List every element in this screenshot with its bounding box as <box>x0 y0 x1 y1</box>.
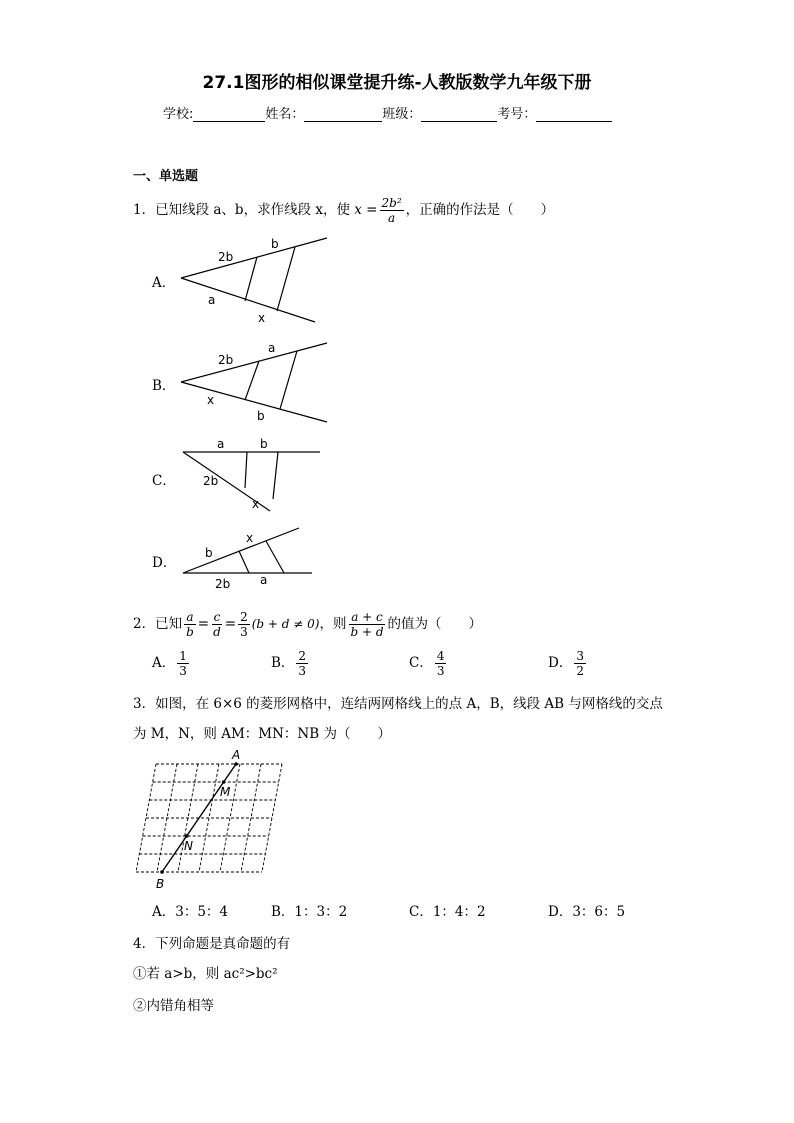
fraction-a-b <box>184 610 196 639</box>
item-text: 若 a>b，则 ac²>bc² <box>146 966 278 982</box>
equals-sign: = <box>224 616 237 632</box>
parallel-line-1 <box>245 452 247 488</box>
formula-denominator: a <box>387 211 396 225</box>
parallel-line-2 <box>273 452 278 499</box>
q1-option-a-figure[interactable] <box>175 232 335 327</box>
q3-option-c[interactable]: C．1：4：2 <box>409 904 486 920</box>
q2-option-c[interactable] <box>409 648 448 678</box>
option-fraction <box>177 649 189 678</box>
numerator: 3 <box>576 649 584 663</box>
point-m <box>222 780 226 784</box>
q1-option-d-figure[interactable] <box>175 522 325 594</box>
label-lower-inner: a <box>208 293 216 307</box>
option-fraction <box>574 649 586 678</box>
label-upper-inner: 2b <box>218 250 234 264</box>
option-fraction <box>296 649 308 678</box>
ray-upper <box>181 238 327 278</box>
numerator: 4 <box>436 649 445 663</box>
parallel-line-1 <box>245 257 257 301</box>
label-upper-outer: b <box>260 437 268 451</box>
class-label: 班级： <box>382 107 422 122</box>
parallel-line-1 <box>239 551 249 573</box>
q2-option-a[interactable] <box>152 648 191 678</box>
question-1-tail: ，正确的作法是（ ） <box>405 202 555 218</box>
label-upper-outer: a <box>268 341 276 355</box>
question-number: 4． <box>133 936 156 952</box>
option-fraction <box>435 649 447 678</box>
item-marker: ① <box>133 966 147 982</box>
label-lower-inner: 2b <box>203 474 219 488</box>
x-equals: x = <box>354 202 378 218</box>
denominator: 3 <box>436 664 445 678</box>
question-number: 2． <box>133 616 156 632</box>
denominator: 3 <box>298 664 307 678</box>
label-upper-inner: a <box>217 437 225 451</box>
numerator: 2 <box>240 610 248 624</box>
equals-sign: = <box>197 616 210 632</box>
label-n: N <box>184 839 193 853</box>
question-number: 3． <box>133 696 156 712</box>
label-lower-inner: x <box>207 393 215 407</box>
label-lower-inner: 2b <box>215 577 231 591</box>
parallel-line-1 <box>245 361 259 400</box>
label-upper-outer: b <box>271 237 279 251</box>
q4-item-2 <box>133 994 214 1014</box>
q1-option-c-label[interactable]: C． <box>152 473 176 489</box>
question-2-text: 已知 <box>155 616 183 632</box>
q2-option-b[interactable] <box>271 648 310 678</box>
q3-option-b[interactable]: B．1：3：2 <box>271 904 348 920</box>
item-text: 内错角相等 <box>146 998 214 1014</box>
parallel-line-2 <box>280 351 297 409</box>
q4-item-1 <box>133 962 278 982</box>
number-blank[interactable] <box>536 107 612 122</box>
question-3-line-1 <box>133 692 663 712</box>
denominator: 3 <box>240 625 248 639</box>
name-label: 姓名： <box>265 107 305 122</box>
point-a <box>234 762 238 766</box>
question-4-text: 下列命题是真命题的有 <box>155 936 291 952</box>
grid-lines <box>136 764 282 872</box>
formula-numerator: 2b² <box>381 196 402 210</box>
name-blank[interactable] <box>304 107 382 122</box>
q1-option-b-label[interactable]: B． <box>152 378 176 394</box>
point-n <box>185 834 189 838</box>
numerator: 1 <box>179 649 187 663</box>
denominator: 2 <box>576 664 584 678</box>
q3-option-a[interactable]: A．3：5：4 <box>152 904 229 920</box>
question-2-stem <box>133 609 482 639</box>
q2-option-d[interactable] <box>548 648 588 678</box>
question-1-text: 已知线段 a、b，求作线段 x，使 <box>155 202 350 218</box>
ray-lower <box>181 382 327 422</box>
option-label: C． <box>409 655 433 671</box>
label-b: B <box>156 877 165 891</box>
denominator: 3 <box>179 664 187 678</box>
label-m: M <box>220 785 231 799</box>
ray-lower <box>181 278 315 322</box>
fraction-c-d <box>211 610 223 639</box>
number-label: 考号： <box>497 107 537 122</box>
condition: (b + d ≠ 0) <box>251 617 320 631</box>
label-lower-outer: x <box>252 497 260 511</box>
numerator: c <box>213 610 221 624</box>
numerator: 2 <box>298 649 307 663</box>
label-a: A <box>232 748 241 762</box>
denominator: b + d <box>350 625 384 639</box>
question-4-stem <box>133 932 290 952</box>
label-upper-inner: b <box>205 546 213 560</box>
ray-upper <box>183 528 299 573</box>
question-3-line-2: 为 M，N，则 AM：MN：NB 为（ ） <box>133 726 391 742</box>
option-label: D． <box>548 655 573 671</box>
formula-fraction <box>380 196 404 225</box>
school-label: 学校: <box>163 107 194 122</box>
q1-option-d-label[interactable]: D． <box>152 555 177 571</box>
option-label: B． <box>271 655 295 671</box>
page-title: 27.1图形的相似课堂提升练-人教版数学九年级下册 <box>202 73 592 93</box>
question-3-text: 如图，在 6×6 的菱形网格中，连结两网格线上的点 A，B，线段 AB 与网格线的交点 <box>155 696 663 712</box>
q3-option-d[interactable]: D．3：6：5 <box>548 904 626 920</box>
question-number: 1． <box>133 202 156 218</box>
numerator: a + c <box>351 610 383 624</box>
q1-option-b-figure[interactable] <box>175 336 335 428</box>
label-lower-outer: a <box>260 573 268 587</box>
item-marker: ② <box>133 998 147 1014</box>
option-label: A． <box>152 655 176 671</box>
numerator: a <box>186 610 194 624</box>
denominator: d <box>213 625 221 639</box>
label-lower-outer: b <box>257 409 265 423</box>
denominator: b <box>186 625 194 639</box>
fraction-sum <box>348 610 385 639</box>
q1-option-a-label[interactable]: A． <box>152 275 176 291</box>
question-2-tail: 的值为（ ） <box>387 616 483 632</box>
rhombus-grid-figure[interactable] <box>128 744 293 892</box>
q1-option-c-figure[interactable] <box>175 433 325 515</box>
fraction-2-3 <box>238 610 250 639</box>
school-blank[interactable] <box>193 107 265 122</box>
section-heading: 一、单选题 <box>133 169 199 184</box>
question-2-mid: ，则 <box>319 616 347 632</box>
point-b <box>160 870 164 874</box>
class-blank[interactable] <box>421 107 497 122</box>
parallel-line-2 <box>277 247 295 311</box>
parallel-line-2 <box>266 541 284 573</box>
student-info <box>163 103 612 122</box>
label-upper-outer: x <box>246 531 254 545</box>
label-lower-outer: x <box>258 311 266 325</box>
label-upper-inner: 2b <box>218 353 234 367</box>
question-1-stem <box>133 196 554 225</box>
